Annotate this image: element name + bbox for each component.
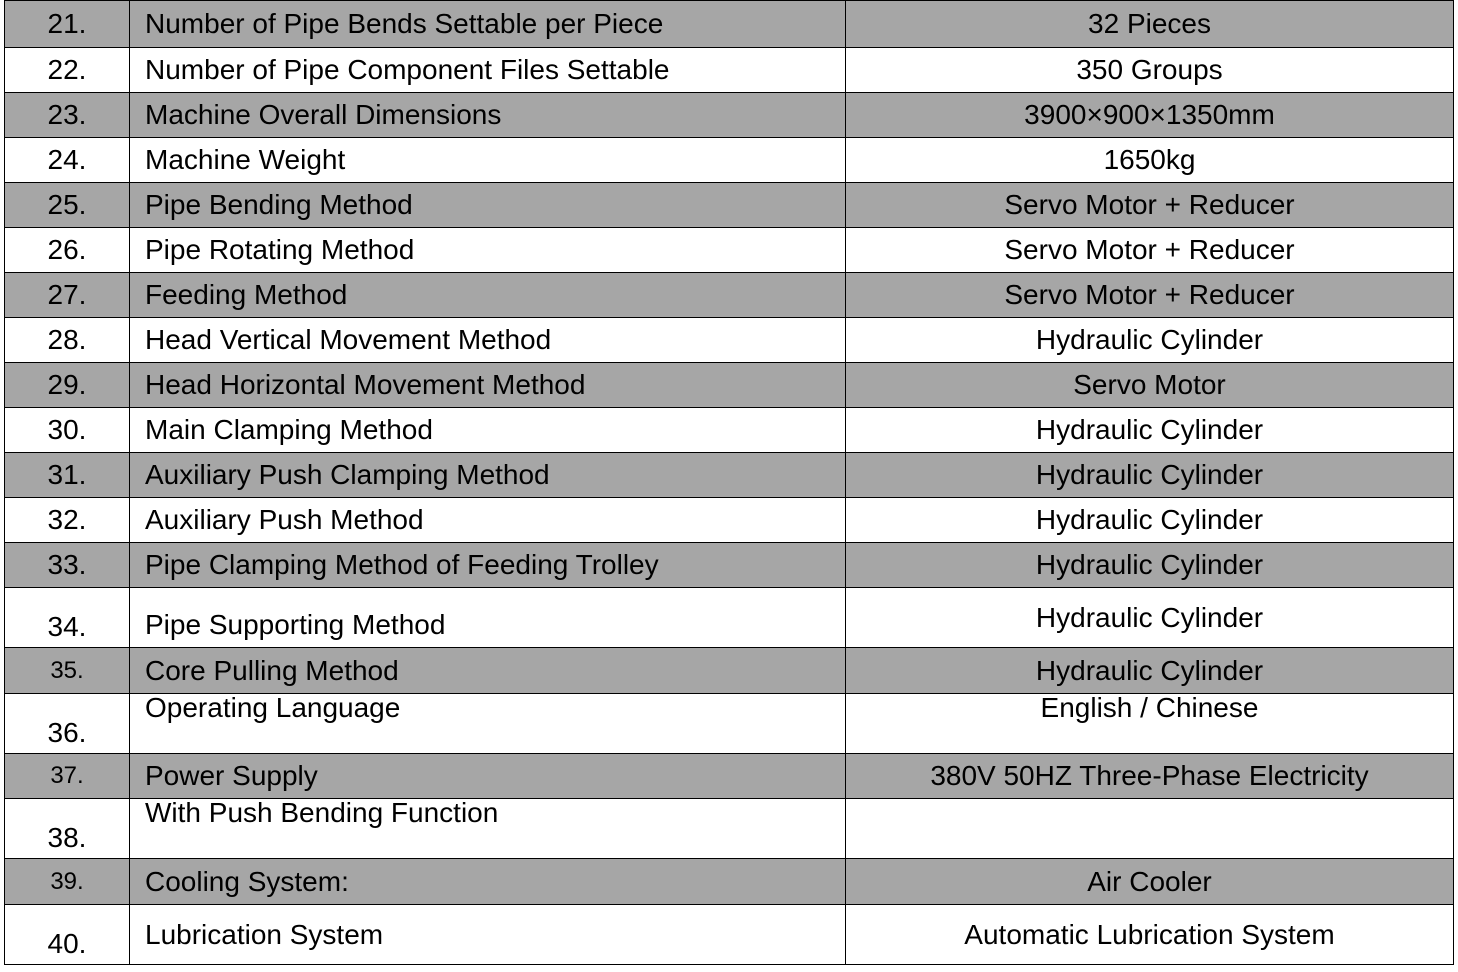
parameter-name: Head Horizontal Movement Method [130, 363, 846, 408]
parameter-name: Main Clamping Method [130, 408, 846, 453]
parameter-value: Hydraulic Cylinder [846, 648, 1454, 694]
parameter-value: Hydraulic Cylinder [846, 498, 1454, 543]
row-number: 27. [5, 273, 130, 318]
table-row [5, 273, 1454, 318]
row-number: 31. [5, 453, 130, 498]
parameter-value: Hydraulic Cylinder [846, 543, 1454, 588]
parameter-value: 32 Pieces [846, 1, 1454, 48]
table-row [5, 93, 1454, 138]
parameter-value [846, 799, 1454, 859]
parameter-value: Hydraulic Cylinder [846, 588, 1454, 648]
row-number: 22. [5, 48, 130, 93]
row-number: 40. [5, 905, 130, 965]
table-row [5, 48, 1454, 93]
parameter-name: Operating Language [130, 694, 846, 754]
table-row [5, 754, 1454, 799]
parameter-value: Hydraulic Cylinder [846, 318, 1454, 363]
table-row [5, 498, 1454, 543]
table-row [5, 1, 1454, 48]
table-row [5, 318, 1454, 363]
table-row [5, 228, 1454, 273]
table-row [5, 363, 1454, 408]
parameter-name: Cooling System: [130, 859, 846, 905]
table-row [5, 453, 1454, 498]
parameter-name: Number of Pipe Bends Settable per Piece [130, 1, 846, 48]
parameter-name: Pipe Clamping Method of Feeding Trolley [130, 543, 846, 588]
parameter-value: English / Chinese [846, 694, 1454, 754]
parameter-name: Number of Pipe Component Files Settable [130, 48, 846, 93]
parameter-value: Servo Motor [846, 363, 1454, 408]
table-row [5, 408, 1454, 453]
table-row [5, 799, 1454, 859]
row-number: 33. [5, 543, 130, 588]
parameter-value: Hydraulic Cylinder [846, 408, 1454, 453]
parameter-value: 1650kg [846, 138, 1454, 183]
parameter-name: Pipe Rotating Method [130, 228, 846, 273]
row-number: 35. [5, 648, 130, 694]
row-number: 25. [5, 183, 130, 228]
parameter-name: Machine Overall Dimensions [130, 93, 846, 138]
row-number: 37. [5, 754, 130, 799]
parameter-value: Air Cooler [846, 859, 1454, 905]
table-row [5, 694, 1454, 754]
parameter-name: Auxiliary Push Clamping Method [130, 453, 846, 498]
parameter-name: Machine Weight [130, 138, 846, 183]
row-number: 38. [5, 799, 130, 859]
parameter-name: Lubrication System [130, 905, 846, 965]
parameter-value: Servo Motor + Reducer [846, 228, 1454, 273]
row-number: 30. [5, 408, 130, 453]
table-row [5, 183, 1454, 228]
row-number: 24. [5, 138, 130, 183]
row-number: 23. [5, 93, 130, 138]
parameter-name: With Push Bending Function [130, 799, 846, 859]
row-number: 34. [5, 588, 130, 648]
row-number: 36. [5, 694, 130, 754]
row-number: 28. [5, 318, 130, 363]
row-number: 26. [5, 228, 130, 273]
table-row [5, 543, 1454, 588]
parameter-value: 3900×900×1350mm [846, 93, 1454, 138]
row-number: 39. [5, 859, 130, 905]
parameter-name: Pipe Bending Method [130, 183, 846, 228]
spec-table [4, 0, 1454, 965]
parameter-name: Core Pulling Method [130, 648, 846, 694]
parameter-value: Hydraulic Cylinder [846, 453, 1454, 498]
table-row [5, 905, 1454, 965]
parameter-name: Feeding Method [130, 273, 846, 318]
table-row [5, 859, 1454, 905]
parameter-value: Servo Motor + Reducer [846, 273, 1454, 318]
parameter-name: Head Vertical Movement Method [130, 318, 846, 363]
parameter-value: 350 Groups [846, 48, 1454, 93]
table-row [5, 588, 1454, 648]
table-row [5, 138, 1454, 183]
parameter-value: 380V 50HZ Three-Phase Electricity [846, 754, 1454, 799]
table-row [5, 648, 1454, 694]
parameter-name: Power Supply [130, 754, 846, 799]
row-number: 32. [5, 498, 130, 543]
parameter-name: Auxiliary Push Method [130, 498, 846, 543]
parameter-name: Pipe Supporting Method [130, 588, 846, 648]
row-number: 21. [5, 1, 130, 48]
parameter-value: Servo Motor + Reducer [846, 183, 1454, 228]
parameter-value: Automatic Lubrication System [846, 905, 1454, 965]
row-number: 29. [5, 363, 130, 408]
